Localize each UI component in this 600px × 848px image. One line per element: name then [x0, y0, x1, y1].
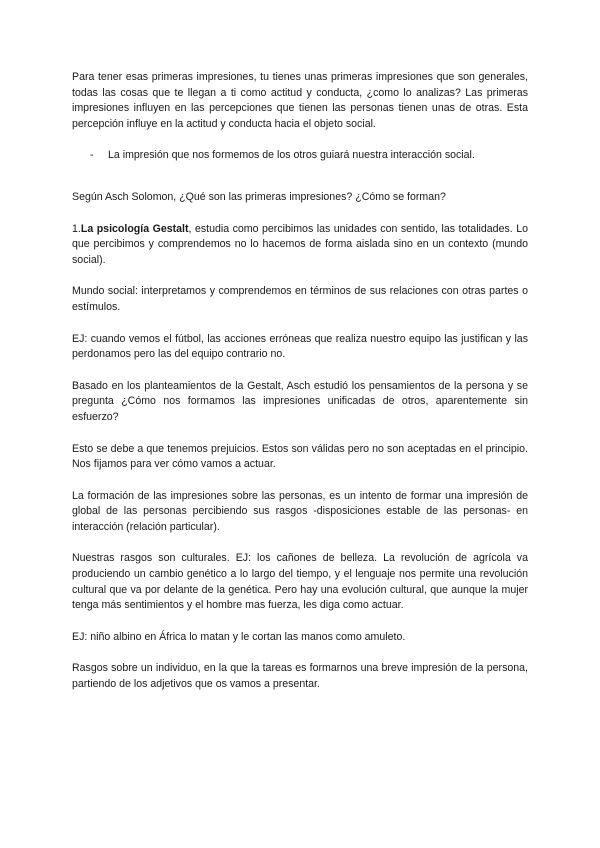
gestalt-heading: La psicología Gestalt	[80, 222, 189, 235]
paragraph-social-world: Mundo social: interpretamos y comprendemos en términos de sus relaciones con otras partes o estímulos.	[72, 285, 528, 313]
paragraph-football-example: EJ: cuando vemos el fútbol, las acciones erróneas que realiza nuestro equipo las justifican y las perdonamos pero las del equipo contrario no.	[72, 332, 528, 361]
paragraph-prejudices: Esto se debe a que tenemos prejuicios. Estos son válidas pero no son aceptadas en el principio. Nos fijamos para ver cómo vamos a actuar.	[72, 442, 528, 471]
paragraph-asch-question: Según Asch Solomon, ¿Qué son las primeras impresiones? ¿Cómo se forman?	[72, 190, 446, 203]
paragraph-impression-formation: La formación de las impresiones sobre las personas, es un intento de formar una impresión de global de las personas percibiendo sus rasgos -disposiciones estable de las personas- en interacción (relación particular).	[72, 489, 528, 533]
bullet-text: La impresión que nos formemos de los otros guiará nuestra interacción social.	[108, 149, 475, 162]
bullet-item	[72, 148, 528, 164]
paragraph-cultural-traits: Nuestras rasgos son culturales. EJ: los cañones de belleza. La revolución de agrícola va produciendo un cambio genético a lo largo del tiempo, y el lenguaje nos permite una revolución cultural que va por delante de la genética. Pero hay una evolución cultural, que aunque la mujer tenga más sentimientos y el hombre mas fuerza, les diga como actuar.	[72, 552, 528, 612]
paragraph-asch-study: Basado en los planteamientos de la Gestalt, Asch estudió los pensamientos de la persona y se pregunta ¿Cómo nos formamos las impresiones unificadas de otros, aparentemente sin esfuerzo?	[72, 379, 528, 423]
bullet-dash: -	[90, 149, 94, 162]
paragraph-albino-example: EJ: niño albino en África lo matan y le cortan las manos como amuleto.	[72, 630, 406, 643]
paragraph-traits-task: Rasgos sobre un individuo, en la que la tareas es formarnos una breve impresión de la persona, partiendo de los adjetivos que os vamos a presentar.	[72, 662, 528, 691]
gestalt-number: 1.	[72, 222, 81, 235]
gestalt-text: , estudia como percibimos las unidades con sentido, las totalidades. Lo que percibimos y comprendemos no lo hacemos de forma aislada sino en un contexto (mundo social).	[72, 222, 528, 266]
document-body	[72, 70, 528, 693]
paragraph-first-impressions: Para tener esas primeras impresiones, tu tienes unas primeras impresiones que son generales, todas las cosas que te llegan a ti como actitud y conducta, ¿como lo analizas? Las primeras impresiones influyen en las percepciones que tienen las personas tienen unas de otras. Esta percepción influye en la actitud y conducta hacia el objeto social.	[72, 71, 528, 130]
paragraph-gestalt	[72, 222, 528, 269]
